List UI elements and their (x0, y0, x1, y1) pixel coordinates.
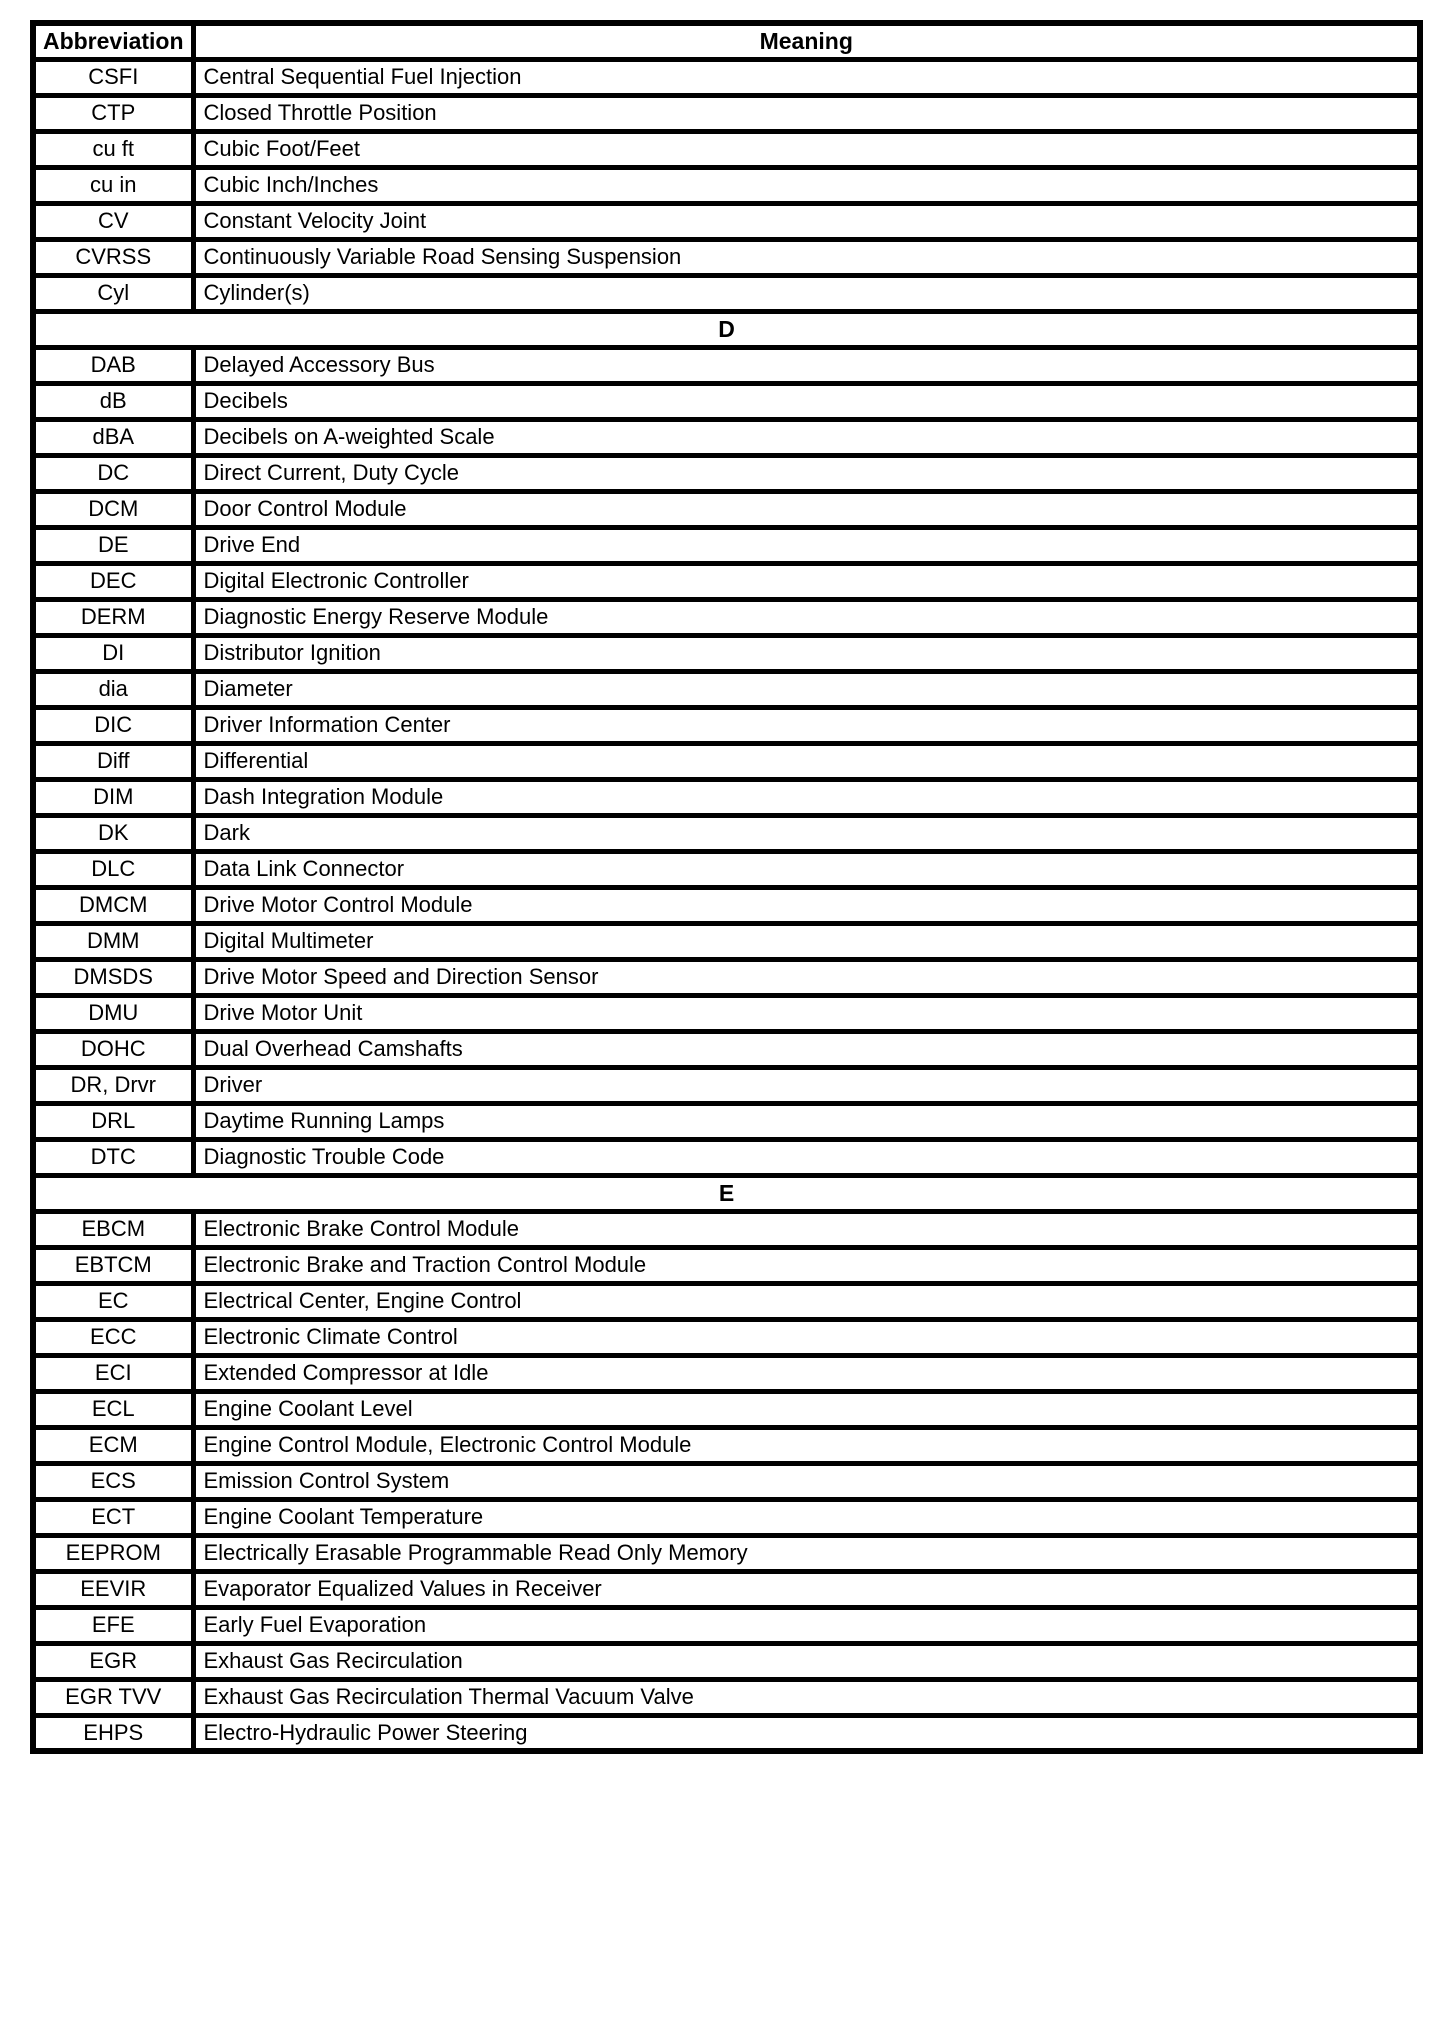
meaning-cell: Electronic Brake Control Module (193, 1211, 1420, 1247)
meaning-cell: Electronic Climate Control (193, 1319, 1420, 1355)
abbreviation-cell: DE (33, 527, 193, 563)
abbreviation-cell: dB (33, 383, 193, 419)
abbreviation-cell: cu in (33, 167, 193, 203)
table-row (33, 707, 1420, 743)
abbreviation-cell: DCM (33, 491, 193, 527)
meaning-cell: Closed Throttle Position (193, 95, 1420, 131)
table-row (33, 527, 1420, 563)
table-row (33, 923, 1420, 959)
table-row (33, 1319, 1420, 1355)
table-row (33, 239, 1420, 275)
table-row (33, 1355, 1420, 1391)
abbreviation-cell: CSFI (33, 59, 193, 95)
meaning-cell: Door Control Module (193, 491, 1420, 527)
abbreviation-table (30, 20, 1423, 1754)
meaning-cell: Driver (193, 1067, 1420, 1103)
table-row (33, 455, 1420, 491)
meaning-cell: Distributor Ignition (193, 635, 1420, 671)
table-row (33, 131, 1420, 167)
table-row (33, 59, 1420, 95)
abbreviation-cell: CV (33, 203, 193, 239)
meaning-cell: Electrically Erasable Programmable Read Only Memory (193, 1535, 1420, 1571)
meaning-cell: Constant Velocity Joint (193, 203, 1420, 239)
table-row (33, 1283, 1420, 1319)
table-row (33, 1499, 1420, 1535)
table-row (33, 1103, 1420, 1139)
table-row (33, 1247, 1420, 1283)
abbreviation-cell: dia (33, 671, 193, 707)
abbreviation-cell: DEC (33, 563, 193, 599)
table-row (33, 1067, 1420, 1103)
meaning-cell: Diagnostic Energy Reserve Module (193, 599, 1420, 635)
table-row (33, 1139, 1420, 1175)
meaning-cell: Exhaust Gas Recirculation (193, 1643, 1420, 1679)
table-row (33, 1571, 1420, 1607)
meaning-cell: Central Sequential Fuel Injection (193, 59, 1420, 95)
abbreviation-cell: DMSDS (33, 959, 193, 995)
meaning-cell: Cubic Inch/Inches (193, 167, 1420, 203)
abbreviation-cell: DMCM (33, 887, 193, 923)
section-letter: E (33, 1175, 1420, 1211)
header-abbreviation: Abbreviation (33, 23, 193, 59)
meaning-cell: Engine Coolant Temperature (193, 1499, 1420, 1535)
abbreviation-cell: CTP (33, 95, 193, 131)
meaning-cell: Decibels on A-weighted Scale (193, 419, 1420, 455)
table-row (33, 491, 1420, 527)
meaning-cell: Direct Current, Duty Cycle (193, 455, 1420, 491)
table-body (33, 59, 1420, 1751)
table-row (33, 1211, 1420, 1247)
meaning-cell: Cylinder(s) (193, 275, 1420, 311)
meaning-cell: Early Fuel Evaporation (193, 1607, 1420, 1643)
table-row (33, 635, 1420, 671)
meaning-cell: Dark (193, 815, 1420, 851)
abbreviation-cell: DI (33, 635, 193, 671)
abbreviation-cell: DIC (33, 707, 193, 743)
table-row (33, 347, 1420, 383)
abbreviation-cell: DK (33, 815, 193, 851)
meaning-cell: Drive Motor Control Module (193, 887, 1420, 923)
table-row (33, 1535, 1420, 1571)
abbreviation-cell: ECT (33, 1499, 193, 1535)
abbreviation-cell: DERM (33, 599, 193, 635)
abbreviation-cell: DMU (33, 995, 193, 1031)
table-row (33, 203, 1420, 239)
abbreviation-cell: dBA (33, 419, 193, 455)
abbreviation-cell: Cyl (33, 275, 193, 311)
meaning-cell: Delayed Accessory Bus (193, 347, 1420, 383)
abbreviation-cell: CVRSS (33, 239, 193, 275)
meaning-cell: Driver Information Center (193, 707, 1420, 743)
table-row (33, 1607, 1420, 1643)
meaning-cell: Exhaust Gas Recirculation Thermal Vacuum Valve (193, 1679, 1420, 1715)
meaning-cell: Drive Motor Speed and Direction Sensor (193, 959, 1420, 995)
meaning-cell: Electronic Brake and Traction Control Module (193, 1247, 1420, 1283)
meaning-cell: Drive End (193, 527, 1420, 563)
abbreviation-cell: EBCM (33, 1211, 193, 1247)
abbreviation-cell: DTC (33, 1139, 193, 1175)
abbreviation-cell: DIM (33, 779, 193, 815)
meaning-cell: Daytime Running Lamps (193, 1103, 1420, 1139)
abbreviation-cell: DOHC (33, 1031, 193, 1067)
abbreviation-cell: EHPS (33, 1715, 193, 1751)
table-row (33, 1427, 1420, 1463)
meaning-cell: Differential (193, 743, 1420, 779)
meaning-cell: Dual Overhead Camshafts (193, 1031, 1420, 1067)
abbreviation-cell: EC (33, 1283, 193, 1319)
table-row (33, 419, 1420, 455)
table-row (33, 599, 1420, 635)
table-row (33, 1391, 1420, 1427)
meaning-cell: Engine Control Module, Electronic Control Module (193, 1427, 1420, 1463)
abbreviation-cell: ECI (33, 1355, 193, 1391)
meaning-cell: Drive Motor Unit (193, 995, 1420, 1031)
meaning-cell: Extended Compressor at Idle (193, 1355, 1420, 1391)
table-row (33, 95, 1420, 131)
abbreviation-cell: DR, Drvr (33, 1067, 193, 1103)
table-row (33, 851, 1420, 887)
abbreviation-cell: EGR (33, 1643, 193, 1679)
abbreviation-cell: DAB (33, 347, 193, 383)
meaning-cell: Emission Control System (193, 1463, 1420, 1499)
meaning-cell: Diameter (193, 671, 1420, 707)
table-row (33, 815, 1420, 851)
table-row (33, 887, 1420, 923)
meaning-cell: Digital Electronic Controller (193, 563, 1420, 599)
abbreviation-cell: ECS (33, 1463, 193, 1499)
header-meaning: Meaning (193, 23, 1420, 59)
abbreviation-cell: EBTCM (33, 1247, 193, 1283)
meaning-cell: Decibels (193, 383, 1420, 419)
abbreviation-cell: ECL (33, 1391, 193, 1427)
abbreviation-cell: Diff (33, 743, 193, 779)
meaning-cell: Electro-Hydraulic Power Steering (193, 1715, 1420, 1751)
table-row (33, 1679, 1420, 1715)
section-header-row (33, 311, 1420, 347)
abbreviation-cell: DLC (33, 851, 193, 887)
abbreviation-cell: EEPROM (33, 1535, 193, 1571)
abbreviation-cell: DC (33, 455, 193, 491)
abbreviation-cell: EFE (33, 1607, 193, 1643)
table-row (33, 743, 1420, 779)
abbreviation-cell: DMM (33, 923, 193, 959)
abbreviation-cell: EGR TVV (33, 1679, 193, 1715)
section-header-row (33, 1175, 1420, 1211)
table-row (33, 167, 1420, 203)
meaning-cell: Diagnostic Trouble Code (193, 1139, 1420, 1175)
table-row (33, 1463, 1420, 1499)
abbreviation-cell: ECM (33, 1427, 193, 1463)
section-letter: D (33, 311, 1420, 347)
table-row (33, 383, 1420, 419)
table-row (33, 671, 1420, 707)
table-row (33, 995, 1420, 1031)
meaning-cell: Electrical Center, Engine Control (193, 1283, 1420, 1319)
table-row (33, 563, 1420, 599)
table-row (33, 959, 1420, 995)
table-row (33, 1643, 1420, 1679)
meaning-cell: Evaporator Equalized Values in Receiver (193, 1571, 1420, 1607)
table-row (33, 1715, 1420, 1751)
meaning-cell: Dash Integration Module (193, 779, 1420, 815)
table-row (33, 275, 1420, 311)
abbreviation-cell: ECC (33, 1319, 193, 1355)
meaning-cell: Cubic Foot/Feet (193, 131, 1420, 167)
meaning-cell: Continuously Variable Road Sensing Suspension (193, 239, 1420, 275)
abbreviation-cell: cu ft (33, 131, 193, 167)
meaning-cell: Engine Coolant Level (193, 1391, 1420, 1427)
table-row (33, 779, 1420, 815)
abbreviation-cell: EEVIR (33, 1571, 193, 1607)
abbreviation-cell: DRL (33, 1103, 193, 1139)
table-row (33, 1031, 1420, 1067)
table-header-row (33, 23, 1420, 59)
meaning-cell: Digital Multimeter (193, 923, 1420, 959)
meaning-cell: Data Link Connector (193, 851, 1420, 887)
